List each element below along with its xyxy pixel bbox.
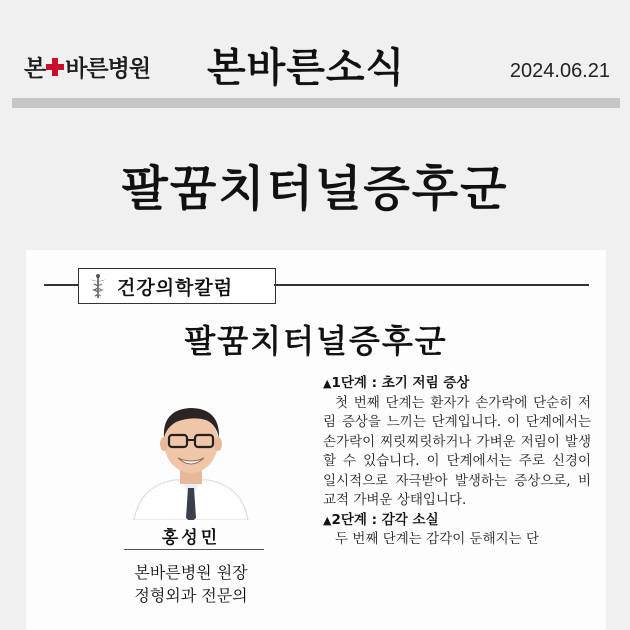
newspaper-clipping	[26, 250, 606, 630]
section-heading	[323, 511, 591, 531]
badge-rule-left	[44, 284, 78, 286]
section-paragraph: 첫 번째 단계는 환자가 손가락에 단순히 저림 증상을 느끼는 단계입니다. 이 단계에서는 손가락이 찌릿찌릿하거나 가벼운 저림이 발생할 수 있습니다. 이 단계에서는 주로 신경이 일시적으로 자극받아 발생하는 증상으로, 비교적 가벼운 상태입니다.	[323, 394, 591, 508]
article-body	[323, 374, 591, 550]
page-title: 팔꿈치터널증후군	[121, 161, 509, 217]
hospital-logo	[24, 50, 150, 83]
triangle-marker-icon: ▲	[323, 513, 332, 527]
column-title: 팔꿈치터널증후군	[184, 322, 448, 360]
logo-prefix: 본	[24, 56, 46, 82]
section-paragraph: 두 번째 단계는 감각이 둔해지는 단	[335, 531, 540, 547]
logo-suffix: 바른병원	[65, 56, 151, 82]
section-heading	[323, 374, 591, 394]
section-heading-text: 2단계 : 감각 소실	[331, 511, 439, 528]
author-specialty: 정형외과 전문의	[134, 586, 248, 605]
newsletter-title: 본바른소식	[207, 45, 406, 91]
author-name: 홍성민	[161, 528, 221, 548]
header-divider	[12, 98, 620, 108]
column-badge	[78, 268, 276, 304]
caduceus-icon	[87, 273, 109, 299]
author-title: 본바른병원 원장	[134, 563, 248, 582]
badge-rule	[274, 284, 589, 286]
section-heading-text: 1단계 : 초기 저림 증상	[331, 375, 470, 391]
issue-date: 2024.06.21	[509, 60, 610, 82]
author-divider	[124, 549, 264, 550]
page-header	[0, 0, 630, 110]
column-badge-label: 건강의학칼럼	[117, 276, 234, 299]
author-portrait	[126, 390, 256, 520]
medical-cross-icon	[46, 58, 64, 76]
triangle-marker-icon: ▲	[323, 377, 332, 390]
